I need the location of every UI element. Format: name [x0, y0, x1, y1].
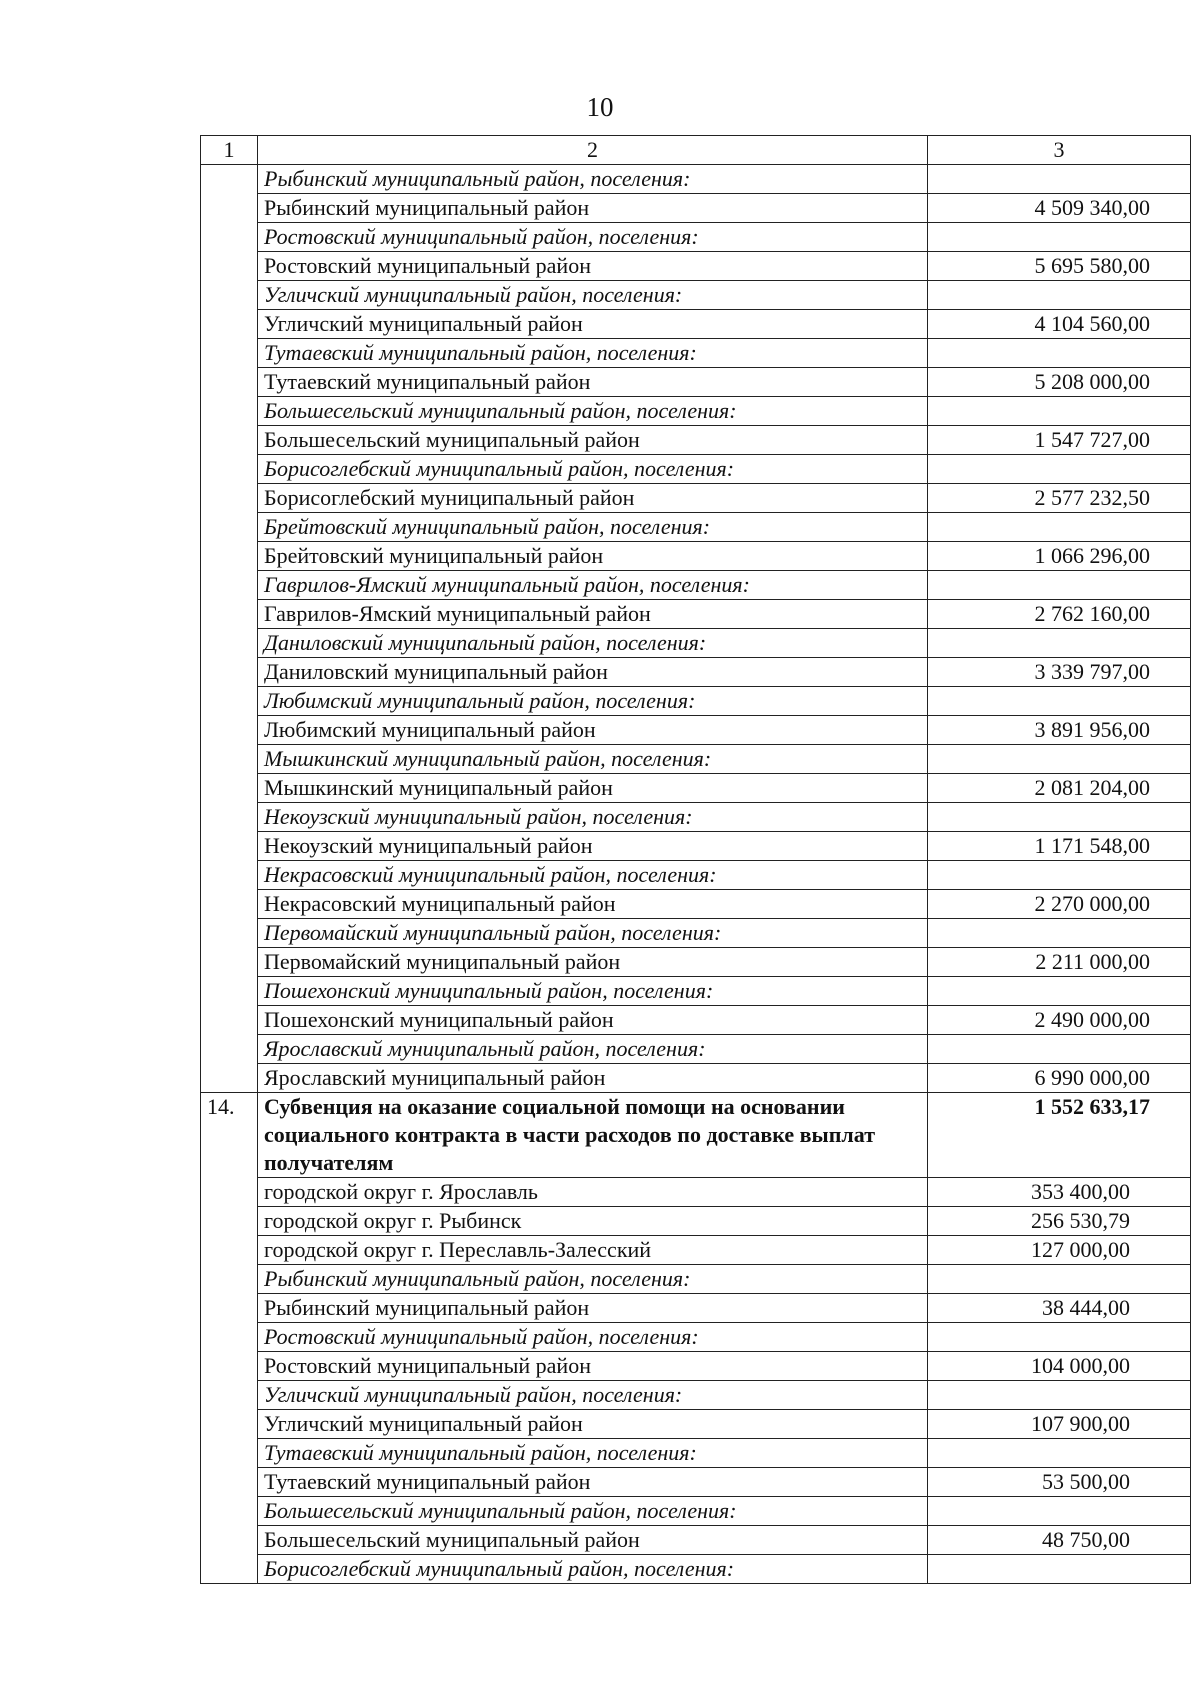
table-row: [201, 194, 1191, 223]
table-row: [201, 165, 1191, 194]
section-index: 14.: [201, 1093, 258, 1584]
district-name: Большесельский муниципальный район: [258, 1526, 928, 1555]
amount-cell: [928, 1555, 1191, 1584]
section-title: Субвенция на оказание социальной помощи на основании социального контракта в части расходов по доставке выплат получателям: [258, 1093, 928, 1178]
district-name: городской округ г. Ярославль: [258, 1178, 928, 1207]
table-row: [201, 1497, 1191, 1526]
amount-cell: [928, 571, 1191, 600]
page-number: 10: [586, 92, 614, 122]
amount-cell: [928, 223, 1191, 252]
district-name: Некрасовский муниципальный район: [258, 890, 928, 919]
table-row: [201, 223, 1191, 252]
district-group-label: Тутаевский муниципальный район, поселения:: [258, 339, 928, 368]
amount-cell: [928, 397, 1191, 426]
district-name: Угличский муниципальный район: [258, 1410, 928, 1439]
table-row: [201, 1352, 1191, 1381]
district-name: Большесельский муниципальный район: [258, 426, 928, 455]
header-row: [201, 136, 1191, 165]
table-row: [201, 977, 1191, 1006]
district-group-label: Мышкинский муниципальный район, поселения:: [258, 745, 928, 774]
district-name: городской округ г. Переславль-Залесский: [258, 1236, 928, 1265]
table-row: [201, 426, 1191, 455]
amount-cell: [928, 1381, 1191, 1410]
table-row: [201, 1439, 1191, 1468]
district-group-label: Даниловский муниципальный район, поселения:: [258, 629, 928, 658]
header-cell-2: 2: [258, 136, 928, 165]
table-row: [201, 542, 1191, 571]
amount-cell: 1 171 548,00: [928, 832, 1191, 861]
amount-cell: 5 695 580,00: [928, 252, 1191, 281]
amount-cell: 107 900,00: [928, 1410, 1191, 1439]
amount-cell: 48 750,00: [928, 1526, 1191, 1555]
amount-cell: [928, 745, 1191, 774]
amount-cell: 2 490 000,00: [928, 1006, 1191, 1035]
table-row: [201, 455, 1191, 484]
district-name: Первомайский муниципальный район: [258, 948, 928, 977]
amount-cell: 127 000,00: [928, 1236, 1191, 1265]
table-row: [201, 919, 1191, 948]
table-row: [201, 1294, 1191, 1323]
table-row: [201, 1006, 1191, 1035]
section-row: [201, 1093, 1191, 1178]
amount-cell: 2 081 204,00: [928, 774, 1191, 803]
amount-cell: 353 400,00: [928, 1178, 1191, 1207]
district-group-label: Борисоглебский муниципальный район, поселения:: [258, 1555, 928, 1584]
budget-table: [200, 135, 1191, 1584]
amount-cell: [928, 1439, 1191, 1468]
district-group-label: Большесельский муниципальный район, поселения:: [258, 1497, 928, 1526]
district-group-label: Некоузский муниципальный район, поселения:: [258, 803, 928, 832]
amount-cell: 2 762 160,00: [928, 600, 1191, 629]
district-name: Даниловский муниципальный район: [258, 658, 928, 687]
amount-cell: [928, 1035, 1191, 1064]
district-name: Ярославский муниципальный район: [258, 1064, 928, 1093]
amount-cell: 3 891 956,00: [928, 716, 1191, 745]
district-group-label: Некрасовский муниципальный район, поселения:: [258, 861, 928, 890]
table-row: [201, 745, 1191, 774]
table-row: [201, 571, 1191, 600]
table-row: [201, 716, 1191, 745]
amount-cell: [928, 687, 1191, 716]
district-name: Брейтовский муниципальный район: [258, 542, 928, 571]
table-row: [201, 600, 1191, 629]
table-row: [201, 1526, 1191, 1555]
district-group-label: Угличский муниципальный район, поселения:: [258, 1381, 928, 1410]
table-row: [201, 1555, 1191, 1584]
amount-cell: [928, 281, 1191, 310]
district-name: Гаврилов-Ямский муниципальный район: [258, 600, 928, 629]
district-group-label: Угличский муниципальный район, поселения:: [258, 281, 928, 310]
district-group-label: Рыбинский муниципальный район, поселения:: [258, 165, 928, 194]
table-row: [201, 484, 1191, 513]
amount-cell: 1 066 296,00: [928, 542, 1191, 571]
district-group-label: Первомайский муниципальный район, поселения:: [258, 919, 928, 948]
amount-cell: 4 509 340,00: [928, 194, 1191, 223]
table-row: [201, 774, 1191, 803]
amount-cell: 38 444,00: [928, 1294, 1191, 1323]
district-name: Ростовский муниципальный район: [258, 252, 928, 281]
district-name: Пошехонский муниципальный район: [258, 1006, 928, 1035]
table-row: [201, 687, 1191, 716]
index-cell-empty: [201, 165, 258, 1093]
district-name: Борисоглебский муниципальный район: [258, 484, 928, 513]
district-group-label: Брейтовский муниципальный район, поселения:: [258, 513, 928, 542]
amount-cell: [928, 1323, 1191, 1352]
table-row: [201, 629, 1191, 658]
district-group-label: Большесельский муниципальный район, поселения:: [258, 397, 928, 426]
amount-cell: [928, 861, 1191, 890]
table-row: [201, 1410, 1191, 1439]
table-row: [201, 281, 1191, 310]
amount-cell: 4 104 560,00: [928, 310, 1191, 339]
table-row: [201, 832, 1191, 861]
amount-cell: [928, 455, 1191, 484]
district-group-label: Тутаевский муниципальный район, поселения:: [258, 1439, 928, 1468]
header-cell-1: 1: [201, 136, 258, 165]
table-row: [201, 1035, 1191, 1064]
district-group-label: Ростовский муниципальный район, поселения:: [258, 223, 928, 252]
district-name: Угличский муниципальный район: [258, 310, 928, 339]
table-body: [201, 136, 1191, 1584]
district-name: Рыбинский муниципальный район: [258, 1294, 928, 1323]
table-row: [201, 803, 1191, 832]
table-row: [201, 861, 1191, 890]
table-row: [201, 252, 1191, 281]
amount-cell: 3 339 797,00: [928, 658, 1191, 687]
district-name: Тутаевский муниципальный район: [258, 1468, 928, 1497]
district-name: Тутаевский муниципальный район: [258, 368, 928, 397]
header-cell-3: 3: [928, 136, 1191, 165]
amount-cell: [928, 919, 1191, 948]
table-row: [201, 310, 1191, 339]
amount-cell: [928, 513, 1191, 542]
table-row: [201, 397, 1191, 426]
district-name: городской округ г. Рыбинск: [258, 1207, 928, 1236]
table-row: [201, 1381, 1191, 1410]
amount-cell: [928, 1497, 1191, 1526]
amount-cell: 104 000,00: [928, 1352, 1191, 1381]
table-row: [201, 1265, 1191, 1294]
table-row: [201, 339, 1191, 368]
amount-cell: [928, 629, 1191, 658]
table-row: [201, 948, 1191, 977]
district-group-label: Ярославский муниципальный район, поселения:: [258, 1035, 928, 1064]
district-group-label: Гаврилов-Ямский муниципальный район, поселения:: [258, 571, 928, 600]
district-name: Рыбинский муниципальный район: [258, 194, 928, 223]
amount-cell: [928, 803, 1191, 832]
table-row: [201, 1236, 1191, 1265]
district-name: Некоузский муниципальный район: [258, 832, 928, 861]
amount-cell: [928, 165, 1191, 194]
district-name: Мышкинский муниципальный район: [258, 774, 928, 803]
table-row: [201, 1178, 1191, 1207]
amount-cell: 5 208 000,00: [928, 368, 1191, 397]
table-row: [201, 513, 1191, 542]
district-group-label: Любимский муниципальный район, поселения:: [258, 687, 928, 716]
table-row: [201, 1064, 1191, 1093]
table-row: [201, 890, 1191, 919]
amount-cell: 6 990 000,00: [928, 1064, 1191, 1093]
district-group-label: Борисоглебский муниципальный район, поселения:: [258, 455, 928, 484]
table-row: [201, 658, 1191, 687]
district-group-label: Рыбинский муниципальный район, поселения:: [258, 1265, 928, 1294]
district-name: Любимский муниципальный район: [258, 716, 928, 745]
amount-cell: 2 270 000,00: [928, 890, 1191, 919]
district-group-label: Ростовский муниципальный район, поселения:: [258, 1323, 928, 1352]
table-row: [201, 1468, 1191, 1497]
table-row: [201, 1207, 1191, 1236]
section-total: 1 552 633,17: [928, 1093, 1191, 1178]
amount-cell: [928, 977, 1191, 1006]
table-row: [201, 368, 1191, 397]
amount-cell: 53 500,00: [928, 1468, 1191, 1497]
table-row: [201, 1323, 1191, 1352]
amount-cell: 1 547 727,00: [928, 426, 1191, 455]
district-name: Ростовский муниципальный район: [258, 1352, 928, 1381]
amount-cell: 2 211 000,00: [928, 948, 1191, 977]
amount-cell: [928, 339, 1191, 368]
amount-cell: [928, 1265, 1191, 1294]
district-group-label: Пошехонский муниципальный район, поселения:: [258, 977, 928, 1006]
amount-cell: 2 577 232,50: [928, 484, 1191, 513]
amount-cell: 256 530,79: [928, 1207, 1191, 1236]
